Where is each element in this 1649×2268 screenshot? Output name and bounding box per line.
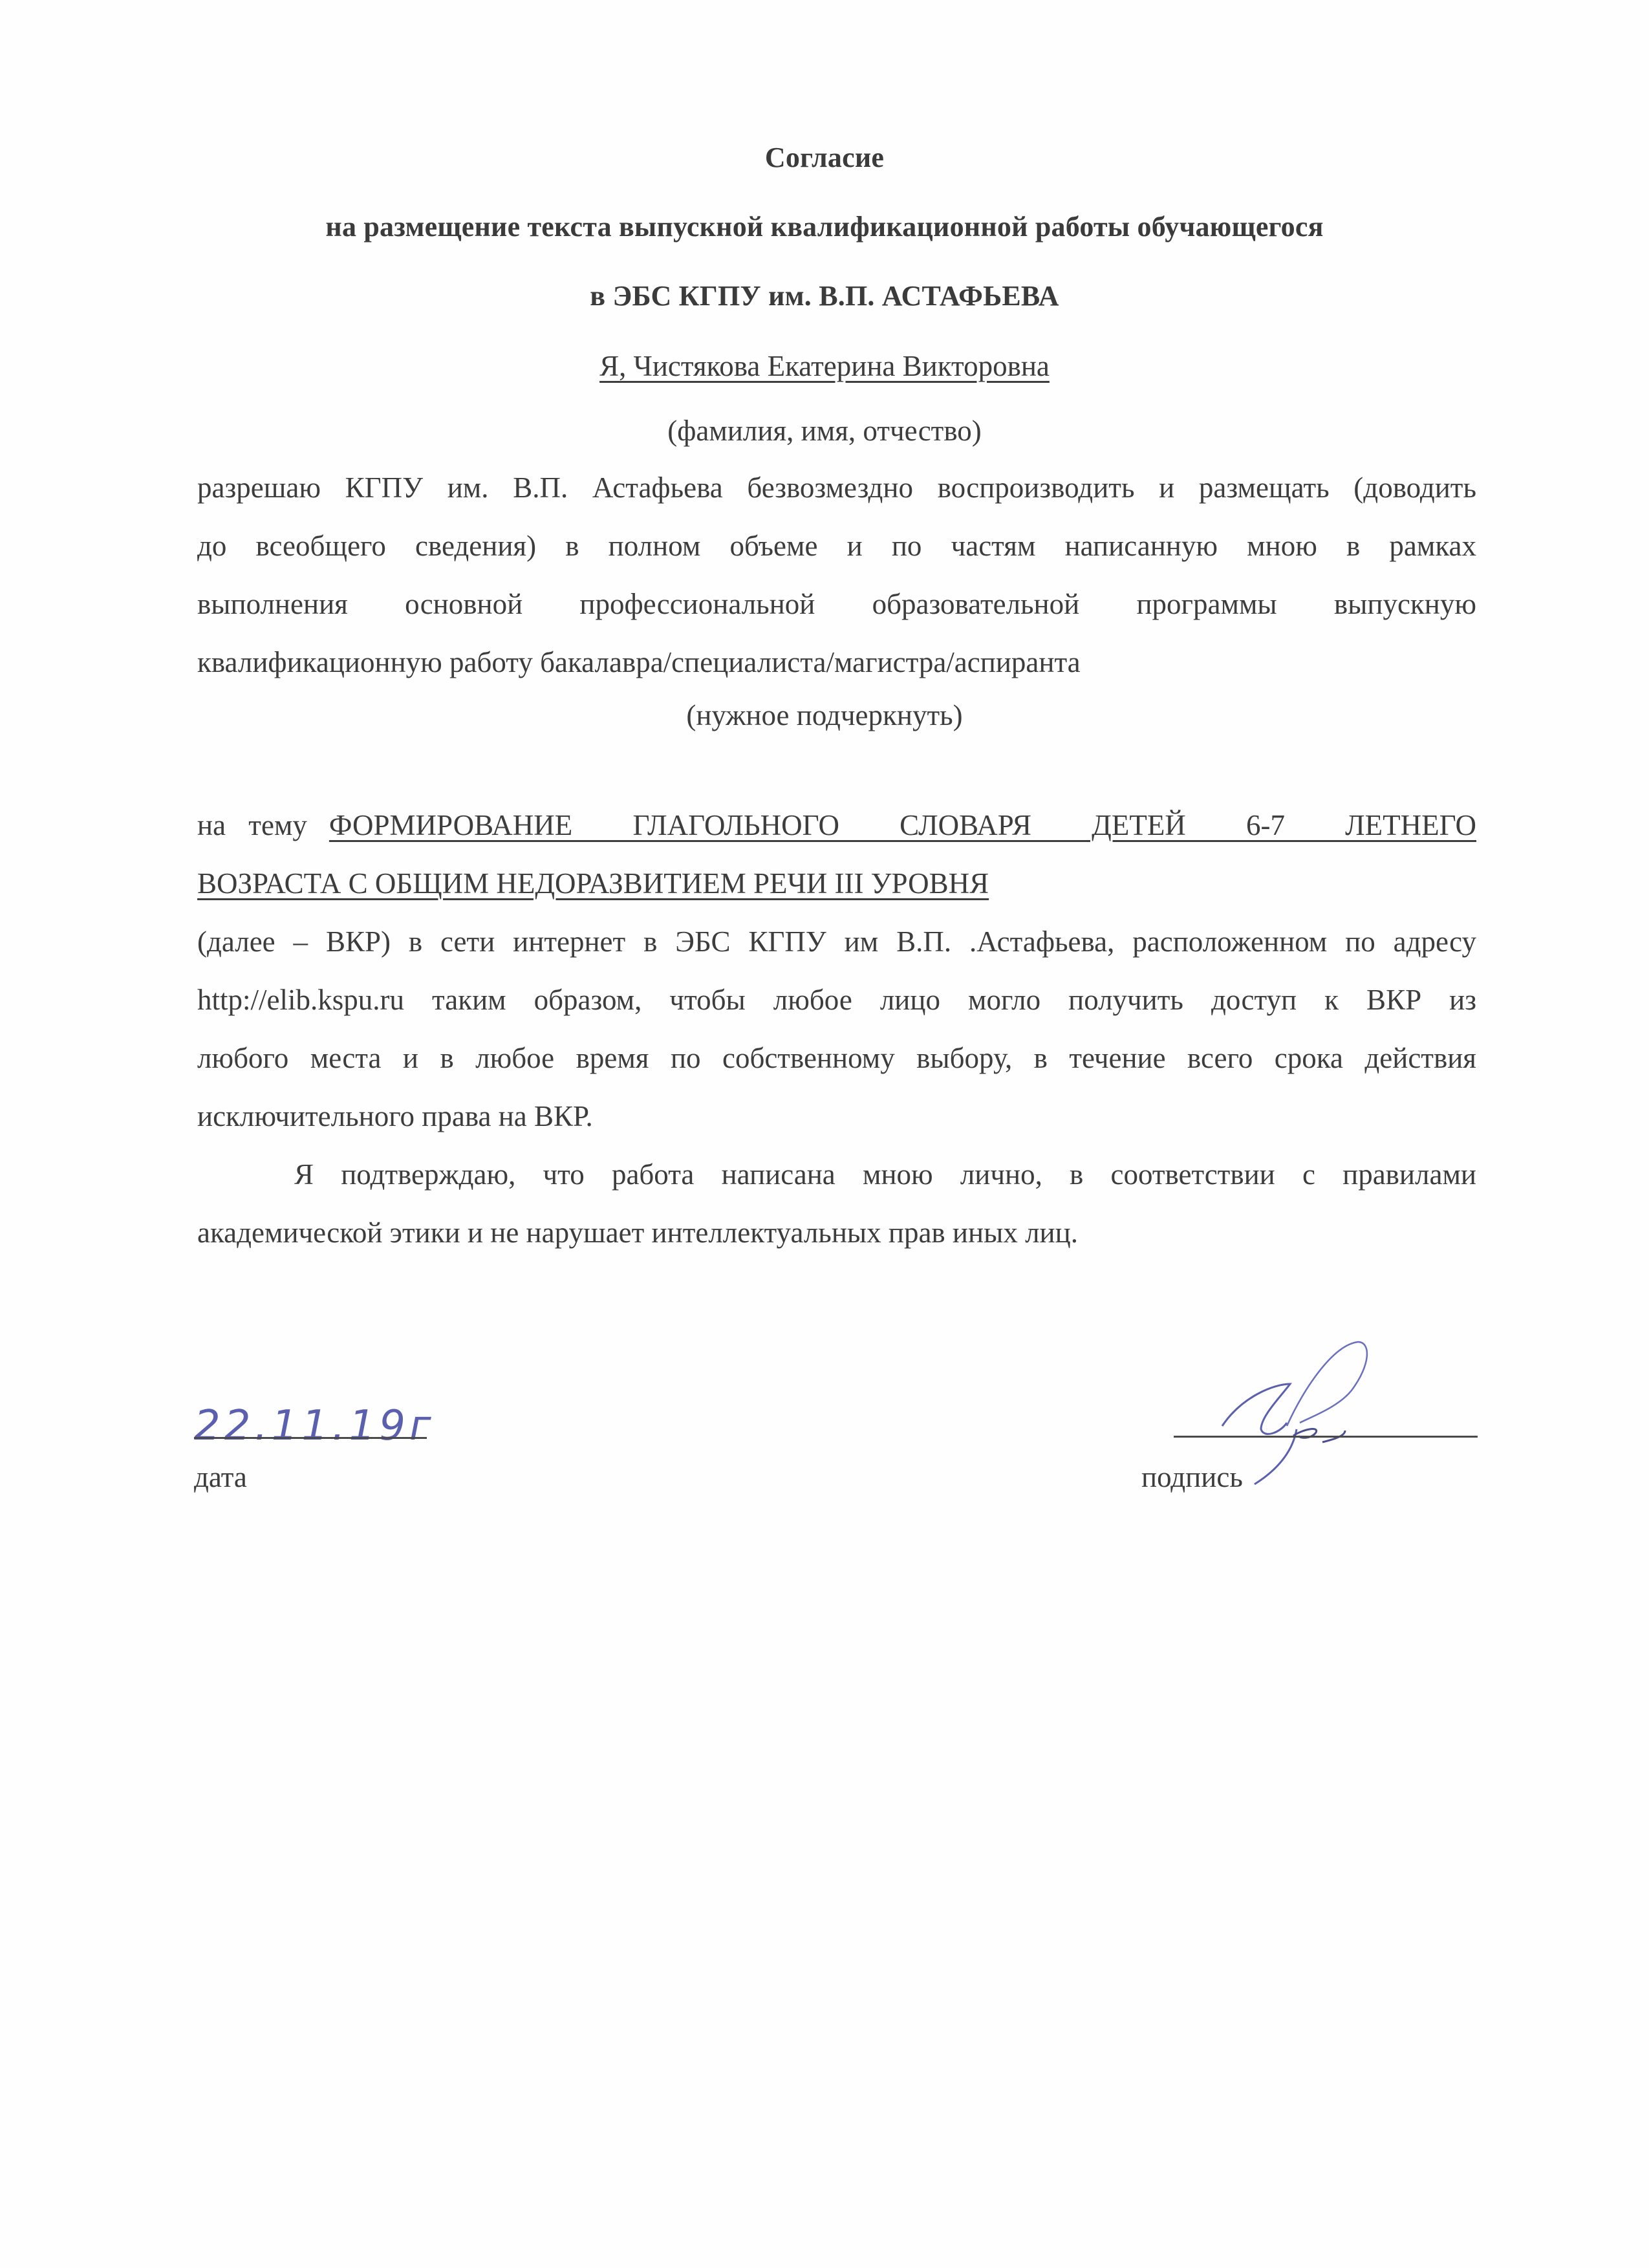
paragraph1-line: разрешаю КГПУ им. В.П. Астафьева безвозмездно воспроизводить и размещать (доводить <box>197 471 1476 504</box>
paragraph2-line: исключительного права на ВКР. <box>197 1100 593 1132</box>
signature-label: подпись <box>1141 1461 1243 1493</box>
document-subtitle-line2: в ЭБС КГПУ им. В.П. АСТАФЬЕВА <box>590 280 1059 312</box>
paragraph3-line: Я подтверждаю, что работа написана мною лично, в соответствии с правилами <box>294 1158 1476 1191</box>
topic-prefix: на тему <box>197 809 307 841</box>
paragraph1-line: до всеобщего сведения) в полном объеме и по частям написанную мною в рамках <box>197 530 1476 562</box>
author-name: Я, Чистякова Екатерина Викторовна <box>599 350 1050 382</box>
date-label: дата <box>194 1461 247 1493</box>
topic-line1 <box>197 808 1476 842</box>
paragraph2-line: (далее – ВКР) в сети интернет в ЭБС КГПУ им В.П. .Астафьева, расположенном по адресу <box>197 925 1476 958</box>
author-caption: (фамилия, имя, отчество) <box>667 415 982 447</box>
paragraph3-line: академической этики и не нарушает интеллектуальных прав иных лиц. <box>197 1216 1078 1249</box>
date-handwritten: 22.11.19г <box>194 1402 435 1450</box>
document-subtitle-line1: на размещение текста выпускной квалификационной работы обучающегося <box>325 211 1324 243</box>
paragraph2-line: любого места и в любое время по собственному выбору, в течение всего срока действия <box>197 1042 1476 1074</box>
paragraph2-line: http://elib.kspu.ru таким образом, чтобы любое лицо могло получить доступ к ВКР из <box>197 984 1476 1016</box>
topic-title-part2: ВОЗРАСТА С ОБЩИМ НЕДОРАЗВИТИЕМ РЕЧИ III УРОВНЯ <box>197 867 989 900</box>
paragraph1-line: квалификационную работу бакалавра/специалиста/магистра/аспиранта <box>197 646 1081 678</box>
author-name-line <box>0 349 1649 383</box>
document-title: Согласие <box>764 142 885 173</box>
topic-title-part1: ФОРМИРОВАНИЕ ГЛАГОЛЬНОГО СЛОВАРЯ ДЕТЕЙ 6-7 ЛЕТНЕГО <box>329 809 1476 841</box>
date-underline <box>194 1437 427 1439</box>
topic-line2 <box>197 867 1476 900</box>
signature-underline <box>1174 1436 1478 1438</box>
paragraph1-caption: (нужное подчеркнуть) <box>686 699 963 731</box>
paragraph1-line: выполнения основной профессиональной образовательной программы выпускную <box>197 588 1476 620</box>
